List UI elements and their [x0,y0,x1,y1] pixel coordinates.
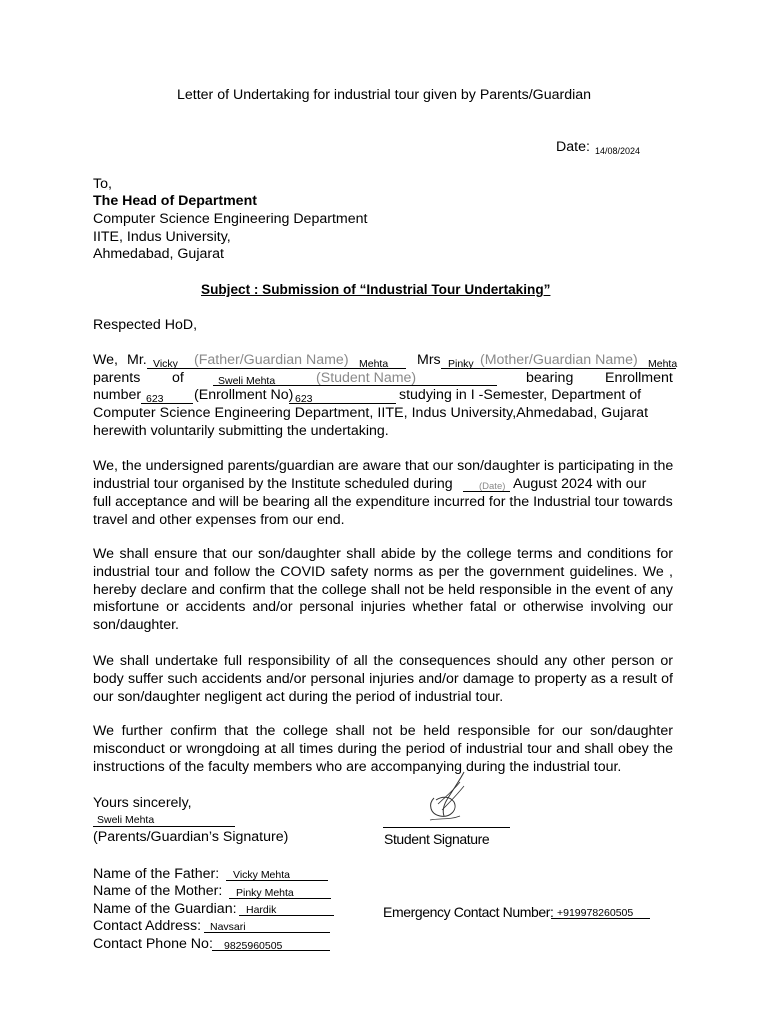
para2-line2: industrial tour organised by the Institute scheduled during [93,476,453,492]
student-signature-scribble [420,768,480,828]
address-line-3: Ahmedabad, Gujarat [93,246,224,262]
mother-name-line [441,368,676,369]
tour-month: August 2024 with our [513,476,647,492]
recipient: The Head of Department [93,193,257,209]
parent-signer-name: Sweli Mehta [97,814,155,826]
enrollment-value-1: 623 [146,393,164,405]
para4: We shall undertake full responsibility of all the consequences should any other person or body suffer such accidents and/or personal injuries and/or damage to property as a result of our son/daughter negligent act during the period of industrial tour. [93,653,673,705]
salutation: Respected HoD, [93,317,198,333]
guardian-value: Hardik [246,904,277,916]
address-value: Navsari [210,921,246,933]
student-name: Sweli Mehta [218,375,276,387]
student-signature-line [383,827,510,828]
address-label: Contact Address: [93,918,202,934]
subject: Subject : Submission of “Industrial Tour Undertaking” [201,282,551,297]
enrollment-word: Enrollment [605,370,673,386]
to-line: To, [93,176,112,192]
mrs-word: Mrs [417,352,441,368]
letter-title: Letter of Undertaking for industrial tour given by Parents/Guardian [177,87,592,103]
phone-value: 9825960505 [224,940,283,952]
mother-first-name: Pinky [448,358,474,370]
mother-last-name: Mehta [648,358,678,370]
emergency-value: +919978260505 [557,907,634,919]
we-word: We, [93,352,118,368]
para1-line5: herewith voluntarily submitting the undertaking. [93,423,389,439]
yours-sincerely: Yours sincerely, [93,795,192,811]
address-line-1: Computer Science Engineering Department [93,211,368,227]
guardian-label: Name of the Guardian: [93,901,237,917]
mother-value: Pinky Mehta [236,887,294,899]
mother-name-placeholder: (Mother/Guardian Name) [480,352,638,368]
para2-line3: full acceptance and will be bearing all the expenditure incurred for the Industrial tour towards [93,494,673,510]
para2-line1: We, the undersigned parents/guardian are aware that our son/daughter is participating in the [93,458,674,474]
mr-word: Mr. [127,352,147,368]
parent-signature-label: (Parents/Guardian’s Signature) [93,829,289,845]
student-signature-label: Student Signature [384,831,490,847]
enrollment-value-2: 623 [295,393,313,405]
bearing-word: bearing [526,370,574,386]
father-first-name: Vicky [153,358,178,370]
of-word: of [172,370,184,386]
mother-label: Name of the Mother: [93,883,223,899]
para3: We shall ensure that our son/daughter shall abide by the college terms and conditions for industrial tour and follow the COVID safety norms as per the government guidelines. We , hereby declare and confirm that the college shall not be held responsible in the event of any misfortune or accidents and/or personal injuries whether fatal or otherwise involving our son/daughter. [93,546,673,634]
number-word: number [93,387,142,403]
para2-line4: travel and other expenses from our end. [93,512,345,528]
enrollment-label: (Enrollment No) [194,387,294,403]
parents-word: parents [93,370,141,386]
father-label: Name of the Father: [93,866,220,882]
tour-date-placeholder: (Date) [479,481,506,492]
father-last-name: Mehta [359,358,389,370]
student-name-placeholder: (Student Name) [316,370,417,386]
studying-text: studying in I -Semester, Department of [399,387,642,403]
father-value: Vicky Mehta [233,869,290,881]
date-label: Date: [556,139,590,155]
para5: We further confirm that the college shall not be held responsible for our son/daughter misconduct or wrongdoing at all times during the period of industrial tour and shall obey the instructions of the faculty members who are accompanying during the industrial tour. [93,723,673,775]
emergency-label: Emergency Contact Number: [383,904,554,920]
phone-label: Contact Phone No: [93,936,213,952]
date-value: 14/08/2024 [595,146,641,156]
para1-line4: Computer Science Engineering Department, IITE, Indus University,Ahmedabad, Gujarat [93,405,649,421]
father-name-placeholder: (Father/Guardian Name) [194,352,349,368]
parent-signature-line [93,826,235,827]
address-line-2: IITE, Indus University, [93,229,231,245]
